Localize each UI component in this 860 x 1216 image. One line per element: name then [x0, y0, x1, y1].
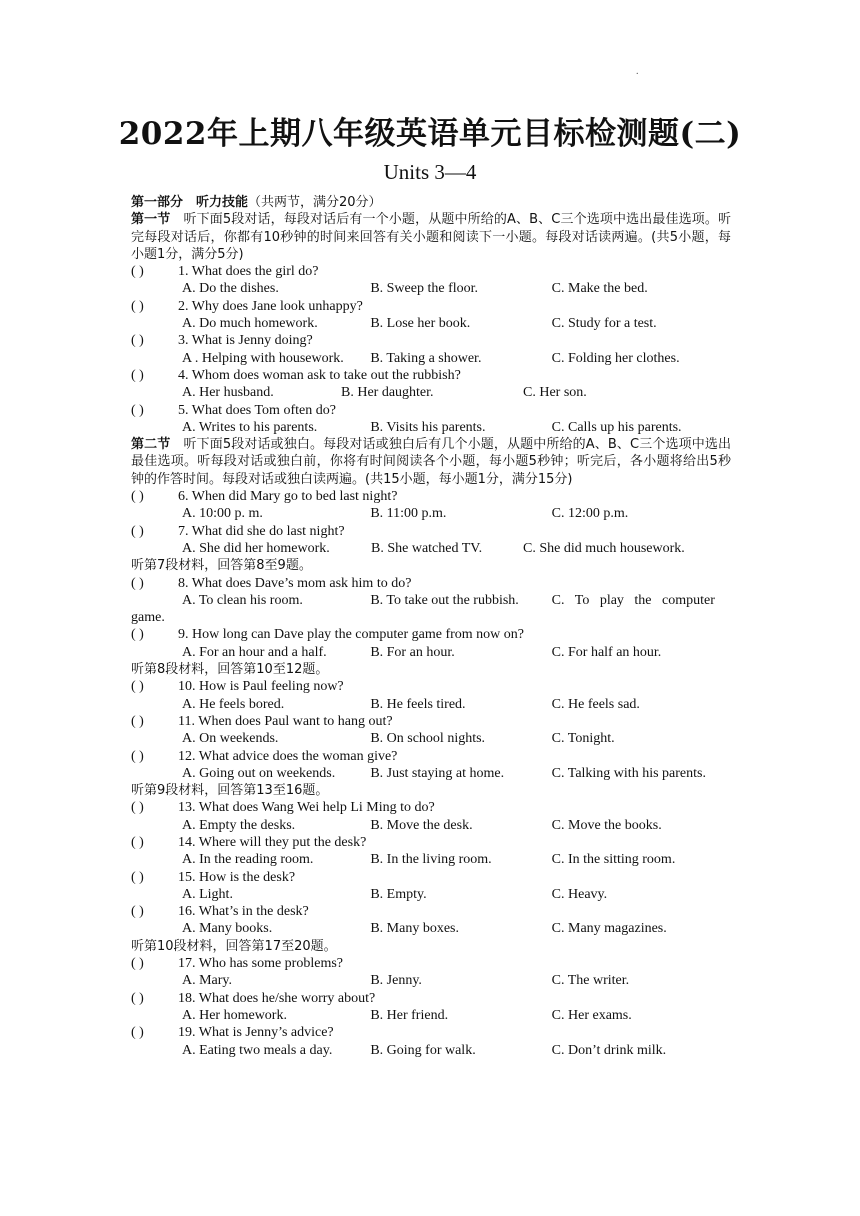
- options-5: A. Writes to his parents. B. Visits his parents. C. Calls up his parents.: [182, 419, 682, 435]
- exam-content: [131, 194, 731, 1059]
- question-17: ( ) 17. Who has some problems?: [131, 956, 343, 972]
- question-6: ( ) 6. When did Mary go to bed last night?: [131, 489, 398, 505]
- options-9: A. For an hour and a half. B. For an hour. C. For half an hour.: [182, 644, 662, 660]
- options-10: A. He feels bored. B. He feels tired. C. He feels sad.: [182, 696, 640, 712]
- options-4: A. Her husband. B. Her daughter. C. Her son.: [182, 385, 587, 401]
- options-8-wrap: game.: [131, 610, 165, 626]
- options-3: A . Helping with housework. B. Taking a shower. C. Folding her clothes.: [182, 350, 680, 366]
- question-4: ( ) 4. Whom does woman ask to take out the rubbish?: [131, 367, 461, 383]
- options-8: A. To clean his room. B. To take out the rubbish. C. To play the computer: [182, 592, 715, 608]
- options-18: A. Her homework. B. Her friend. C. Her exams.: [182, 1007, 632, 1023]
- question-5: ( ) 5. What does Tom often do?: [131, 402, 336, 418]
- question-18: ( ) 18. What does he/she worry about?: [131, 990, 376, 1006]
- note-material-10: 听第10段材料，回答第17至20题。: [131, 938, 337, 954]
- options-19: A. Eating two meals a day. B. Going for walk. C. Don’t drink milk.: [182, 1042, 667, 1058]
- question-2: ( ) 2. Why does Jane look unhappy?: [131, 298, 363, 314]
- options-7: A. She did her homework. B. She watched TV. C. She did much housework.: [182, 540, 685, 556]
- page-title: 2022年上期八年级英语单元目标检测题(二): [118, 116, 742, 152]
- options-11: A. On weekends. B. On school nights. C. Tonight.: [182, 731, 615, 747]
- question-9: ( ) 9. How long can Dave play the computer game from now on?: [131, 627, 525, 643]
- page-subtitle: Units 3—4: [383, 160, 477, 184]
- options-14: A. In the reading room. B. In the living room. C. In the sitting room.: [182, 852, 676, 868]
- question-8: ( ) 8. What does Dave’s mom ask him to do?: [131, 575, 412, 591]
- question-16: ( ) 16. What’s in the desk?: [131, 904, 309, 920]
- question-10: ( ) 10. How is Paul feeling now?: [131, 679, 344, 695]
- question-19: ( ) 19. What is Jenny’s advice?: [131, 1025, 334, 1041]
- question-12: ( ) 12. What advice does the woman give?: [131, 748, 398, 764]
- note-material-9: 听第9段材料，回答第13至16题。: [131, 783, 329, 799]
- options-16: A. Many books. B. Many boxes. C. Many magazines.: [182, 921, 667, 937]
- part1-heading: 第一部分 听力技能（共两节，满分20分）: [131, 195, 382, 210]
- options-1: A. Do the dishes. B. Sweep the floor. C. Make the bed.: [182, 281, 648, 297]
- options-2: A. Do much homework. B. Lose her book. C. Study for a test.: [182, 316, 657, 332]
- note-material-7: 听第7段材料，回答第8至9题。: [131, 558, 312, 574]
- options-15: A. Light. B. Empty. C. Heavy.: [182, 886, 608, 902]
- question-14: ( ) 14. Where will they put the desk?: [131, 834, 367, 850]
- question-1: ( ) 1. What does the girl do?: [131, 264, 319, 280]
- question-13: ( ) 13. What does Wang Wei help Li Ming to do?: [131, 800, 435, 816]
- section1-instructions: 第一节 听下面5段对话，每段对话后有一个小题，从题中所给的A、B、C三个选项中选出最佳选项。听完每段对话后，你都有10秒钟的时间来回答有关小题和阅读下一小题。每段对话读两遍。(共5小题，每小题1分，满分5分): [131, 212, 731, 262]
- options-12: A. Going out on weekends. B. Just staying at home. C. Talking with his parents.: [182, 765, 706, 781]
- question-3: ( ) 3. What is Jenny doing?: [131, 333, 313, 349]
- section2-instructions: 第二节 听下面5段对话或独白。每段对话或独白后有几个小题，从题中所给的A、B、C三个选项中选出最佳选项。听每段对话或独白前，你将有时间阅读各个小题，每小题5秒钟；听完后，各小题将给出5秒钟的作答时间。每段对话或独白读两遍。(共15小题，每小题1分，满分15分): [131, 437, 731, 487]
- options-13: A. Empty the desks. B. Move the desk. C. Move the books.: [182, 817, 662, 833]
- note-material-8: 听第8段材料，回答第10至12题。: [131, 662, 329, 678]
- options-17: A. Mary. B. Jenny. C. The writer.: [182, 973, 630, 989]
- question-15: ( ) 15. How is the desk?: [131, 869, 296, 885]
- question-11: ( ) 11. When does Paul want to hang out?: [131, 713, 393, 729]
- question-7: ( ) 7. What did she do last night?: [131, 523, 345, 539]
- page-dot: .: [636, 66, 639, 77]
- options-6: A. 10:00 p. m. B. 11:00 p.m. C. 12:00 p.m.: [182, 506, 629, 522]
